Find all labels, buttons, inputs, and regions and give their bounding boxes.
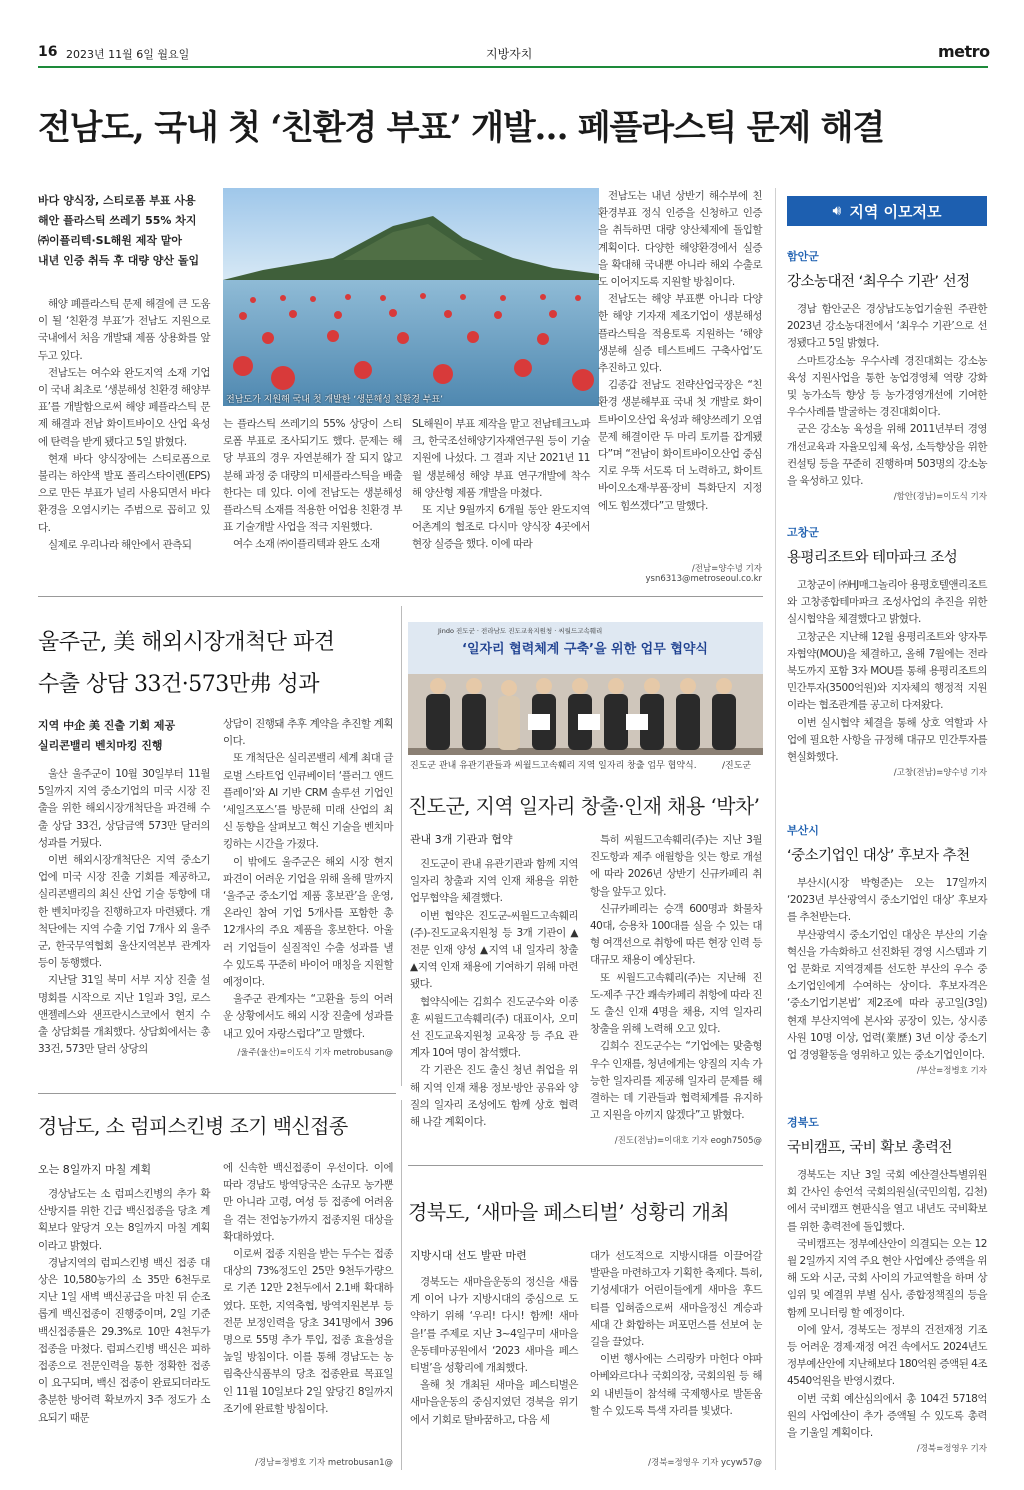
page-number: 16: [38, 44, 58, 60]
speaker-icon: 🔊︎: [832, 203, 842, 219]
paragraph: 또 개척단은 실리콘밸리 세계 최대 글로벌 스타트업 인큐베이터 ‘플러그 앤드 플레이’와 AI 기반 CRM 솔루션 기업인 ‘세일즈포스’를 방문해 미래 산업의 최신 동향을 살펴보고 혁신 기술을 벤치마킹하는 시간을 가졌다.: [223, 752, 393, 851]
paragraph: 부산시(시장 박형준)는 오는 17일까지 ‘2023년 부산광역시 중소기업인 대상’ 후보자를 추천받는다.: [787, 877, 987, 924]
jindo-col-1: [410, 856, 578, 1131]
item-body: [787, 1167, 987, 1442]
region-label: 함안군: [787, 250, 819, 263]
main-col-3: [412, 416, 590, 554]
item-title: 국비캠프, 국비 확보 총력전: [787, 1140, 953, 1156]
main-headline: 전남도, 국내 첫 ‘친환경 부표’ 개발… 페플라스틱 문제 해결: [38, 108, 884, 148]
paragraph: 여수 소재 ㈜이플리텍과 완도 소재: [233, 538, 380, 551]
section-name: 지방자치: [486, 47, 533, 61]
paragraph: 특히 씨월드고속훼리(주)는 지난 3월 진도항과 제주 애월항을 잇는 항로 개설에 따라 2026년 상반기 신규카페리 취항을 앞두고 있다.: [590, 834, 762, 898]
metro-logo: metro: [938, 42, 990, 61]
sidebar-item: [787, 1114, 987, 1454]
gyeongbuk-headline: 경북도, ‘새마을 페스티벌’ 성황리 개최: [408, 1200, 730, 1224]
item-body: [787, 577, 987, 766]
main-col-2: [223, 416, 402, 554]
jindo-subhead: 관내 3개 기관과 협약: [410, 833, 513, 846]
paragraph: 협약식에는 김희수 진도군수와 이종훈 씨월드고속훼리(주) 대표이사, 오미선 진도교육지원청 교육장 등 주요 관계자 10여 명이 참석했다.: [410, 995, 578, 1060]
ulju-headline-1: 울주군, 美 해외시장개척단 파견: [38, 630, 335, 655]
paragraph: 실제로 우리나라 해안에서 관측되: [48, 538, 192, 551]
paragraph: 경상남도는 소 럼피스킨병의 추가 확산방지를 위한 긴급 백신접종을 당초 계획보다 앞당겨 오는 8일까지 마칠 계획이라고 밝혔다.: [38, 1188, 210, 1252]
paragraph: 이번 협약은 진도군-씨월드고속훼리(주)-진도교육지원청 등 3개 기관이 ▲전문 인재 양성 ▲지역 내 일자리 창출 ▲지역 인재 채용에 기여하기 위해 마련됐다.: [410, 909, 578, 991]
ulju-subheads: [38, 716, 218, 756]
main-photo-caption: 전남도가 지원해 국내 첫 개발한 ‘생분해성 친환경 부표’: [226, 395, 444, 405]
paragraph: 이번 행사에는 스리랑카 마헌다 야파 아베와르다나 국회의장, 국회의원 등 해외 내빈들이 참석해 국제행사로 발돋움할 수 있도록 특색 자리를 빛냈다.: [590, 1353, 762, 1417]
sidebar-title-bar: [787, 196, 987, 226]
paragraph: 전남도는 해양 부표뿐 아니라 다양한 해양 기자재 제조기업이 생분해성 플라스틱을 적용토록 지원하는 ‘해양생분해 실증 테스트베드 구축사업’도 추진하고 있다.: [598, 293, 762, 375]
region-label: 고창군: [787, 526, 819, 539]
paragraph: 스마트강소농 우수사례 경진대회는 강소농 육성 지원사업을 통한 농업경영체 역량 강화 및 농가소득 향상 등 농가경영개선에 기여한 우수사례를 발굴하는 경진대회이다.: [787, 354, 987, 419]
paragraph: 대가 선도적으로 지방시대를 이끌어갈 발판을 마련하고자 기획한 축제다. 특히, 기성세대가 어린이들에게 새마을 후드티를 입혀줌으로써 새마을정신 계승과 세대 간 화합하는 퍼포먼스를 선보여 눈길을 끌었다.: [590, 1250, 762, 1349]
buoy-farm-photo: [223, 188, 599, 406]
jindo-banner-title-2: 을 위한 업무 협약식: [593, 642, 708, 657]
main-byline: /전남=양수녕 기자 ysn6313@metroseoul.co.kr: [645, 564, 762, 584]
sidebar-item: [787, 248, 987, 502]
gyeongbuk-subhead: 지방시대 선도 발판 마련: [410, 1249, 527, 1262]
paragraph: 올해 첫 개최된 새마을 페스티벌은 새마을운동의 중심지였던 경북을 위기에서 기회로 탈바꿈하고, 다음 세: [410, 1379, 578, 1426]
paragraph: 이에 앞서, 경북도는 정부의 건전재정 기조 등 어려운 경제·재정 여건 속에서도 2024년도 정부예산안에 지난해보다 180억원 증액된 4조 4540억원을 반영시켰다.: [787, 1323, 988, 1388]
paragraph: 이로써 접종 지원을 받는 두수는 접종대상의 73%정도인 25만 9천두가량으로 기존 12만 2천두에서 2.1배 확대하였다. 또한, 지역축협, 방역지원본부 등 전문 보정인력을 당초 341명에서 396명으로 55명 추가 투입, 접종 효율성을 높일 방침이다. 이를 통해 경남도는 농림축산식품부의 당초 접종완료 목표일인 11월 10일보다 2일 앞당긴 8일까지 조기에 완료할 방침이다.: [223, 1248, 393, 1415]
paragraph: 고창군이 ㈜HJ매그놀리아 용평호텔앤리조트와 고창종합테마파크 조성사업의 추진을 위한 실시협약을 체결했다고 밝혔다.: [787, 579, 987, 626]
item-byline: /경북=정영우 기자: [916, 1444, 987, 1455]
gyeongnam-subhead: 오는 8일까지 마칠 계획: [38, 1163, 152, 1176]
header-rule: [38, 66, 988, 68]
ulju-headline-2: 수출 상담 33건·573만弗 성과: [38, 672, 319, 697]
sidebar-divider: [775, 188, 776, 1470]
paragraph: 전남도는 내년 상반기 해수부에 친환경부표 정식 인증을 신청하고 인증을 취득하면 대량 양산체제에 돌입할 계획이다. 다양한 해양환경에서 실증을 확대해 국내뿐 아니라 해외 수출로도 이어지도록 지원할 방침이다.: [598, 190, 762, 289]
subhead-line: 지역 中企 美 진출 기회 제공: [38, 719, 176, 732]
issue-date: 2023년 11월 6일 월요일: [66, 48, 190, 61]
divider: [401, 606, 402, 1086]
paragraph: 신규카페리는 승객 600명과 화물차 40대, 승용차 100대를 실을 수 있는 대형 여객선으로 취항에 따른 현장 인력 등 대규모 채용이 예상된다.: [590, 902, 762, 967]
main-col-4: [598, 188, 762, 515]
item-body: [787, 301, 987, 490]
paragraph: 울주군 관계자는 “고환율 등의 어려운 상황에서도 해외 시장 진출에 성과를 내고 있어 자랑스럽다”고 말했다.: [223, 993, 393, 1040]
item-title: ‘중소기업인 대상’ 후보자 추천: [787, 848, 970, 864]
paragraph: 지난달 31일 북미 서부 지상 진출 설명회를 시작으로 지난 1일과 3일, 로스앤젤레스와 샌프란시스코에서 현지 수출 상담회를 개최했다. 상담회에서는 총 33건, 573만 달러 상당의: [38, 974, 210, 1056]
gyeongbuk-byline: /경북=정영우 기자 ycyw57@: [648, 1458, 762, 1468]
ulju-col-1: [38, 766, 210, 1058]
gyeongnam-col-2: [223, 1160, 393, 1418]
paragraph: 현재 바다 양식장에는 스티로폼으로 불리는 하얀색 발포 폴리스타이렌(EPS)으로 만든 부표가 널리 사용되면서 바다 환경을 오염시키는 주범으로 꼽히고 있다.: [38, 452, 210, 534]
paragraph: 해양 폐플라스틱 문제 해결에 큰 도움이 될 ‘친환경 부표’가 전남도 지원으로 국내에서 처음 개발돼 제품 상용화를 앞두고 있다.: [38, 298, 210, 362]
paragraph: 경북도는 새마을운동의 정신을 새롭게 이어 나가 지방시대의 중심으로 도약하기 위해 ‘우리! 다시! 함께! 새마을!’를 주제로 지난 3~4일구미 새마을운동테마공원에서 ‘2023 새마을 페스티벌’을 성황리에 개최했다.: [410, 1276, 578, 1375]
jindo-banner-title-1: ‘일자리 협력체계 구축’: [462, 642, 594, 657]
paragraph: 각 기관은 진도 출신 청년 취업을 위해 지역 인재 채용 정보·방안 공유와 양질의 일자리 조성에도 함께 상호 협력해 나갈 계획이다.: [410, 1064, 578, 1129]
paragraph: 경남 함안군은 경상남도농업기술원 주관한 2023년 강소농대전에서 ‘최우수 기관’으로 선정됐다고 5일 밝혔다.: [787, 303, 987, 350]
jindo-banner-logos: Jindo 진도군 · 전라남도 진도교육지원청 · 씨월드고속훼리: [438, 627, 603, 635]
item-title: 용평리조트와 테마파크 조성: [787, 550, 958, 566]
sidebar-title: 지역 이모저모: [849, 202, 942, 221]
sidebar-item: [787, 822, 987, 1076]
divider: [408, 1165, 763, 1166]
region-label: 부산시: [787, 824, 819, 837]
region-label: 경북도: [787, 1116, 819, 1129]
paragraph: 는 플라스틱 쓰레기의 55% 상당이 스티로폼 부표로 조사되기도 했다. 문제는 해당 부표의 경우 자연분해가 잘 되지 않고 분해 과정 중 대량의 미세플라스틱을 배출한다는 데 있다. 이에 전남도는 생분해성 플라스틱 소재를 적용한 어업용 친환경 부표 기술개발 사업을 적극 지원했다.: [223, 418, 402, 534]
main-col-1: [38, 296, 210, 554]
gyeongnam-headline: 경남도, 소 럼피스킨병 조기 백신접종: [38, 1114, 348, 1138]
paragraph: 경남지역의 럼피스킨병 백신 접종 대상은 10,580농가의 소 35만 6천두로 지난 1일 새벽 백신공급을 마친 뒤 순조롭게 백신접종이 진행중이며, 2일 기준 백신접종률은 29.3%로 10만 4천두가 접종을 마쳤다. 럼피스킨병 백신은 피하접종으로 전문인력을 통한 정확한 접종이 요구되며, 백신 접종이 완료되더라도 충분한 방어력 확보까지 3주 정도가 소요되기 때문: [38, 1256, 210, 1424]
ulju-col-2: [223, 716, 393, 1043]
paragraph: 또 지난 9월까지 6개월 동안 완도지역 어촌계의 협조로 다시마 양식장 4곳에서 현장 실증을 했다. 이에 따라: [412, 504, 590, 551]
jindo-banner-title: [420, 638, 750, 657]
paragraph: 진도군이 관내 유관기관과 함께 지역 일자리 창출과 지역 인재 채용을 위한 업무협약을 체결했다.: [410, 858, 578, 905]
paragraph: 경북도는 지난 3일 국회 예산결산특별위원회 간사인 송언석 국회의원실(국민의힘, 김천)에서 국비캠프 현판식을 열고 내년도 국비확보를 위한 총력전에 돌입했다.: [787, 1169, 987, 1233]
paragraph: 김희수 진도군수는 “기업에는 맞춤형 우수 인재를, 청년에게는 양질의 지속 가능한 일자리를 제공해 일자리 문제를 해결하는 데 기관들과 협력체계를 유지하고 지원을 아끼지 않겠다”고 밝혔다.: [590, 1040, 762, 1122]
paragraph: 울산 울주군이 10월 30일부터 11월 5일까지 지역 중소기업의 미국 시장 진출을 위한 해외시장개척단을 파견해 수출 상담 33건, 상담금액 573만 달러의 성과를 거뒀다.: [38, 768, 210, 849]
paragraph: 이번 해외시장개척단은 지역 중소기업에 미국 시장 진출 기회를 제공하고, 실리콘밸리의 최신 산업 기술 동향에 대한 벤치마킹을 진행하고자 마련됐다. 개척단에는 지역 수출 기업 7개사 외 울주군, 한국무역협회 울산지역본부 관계자 등이 동행했다.: [38, 854, 210, 970]
page-header: [0, 0, 1024, 60]
item-body: [787, 875, 987, 1064]
sidebar-item: [787, 524, 987, 778]
ulju-byline: /울주(울산)=이도식 기자 metrobusan@: [237, 1048, 393, 1058]
gyeongbuk-col-2: [590, 1248, 762, 1420]
gyeongbuk-col-1: [410, 1274, 578, 1429]
paragraph: 이번 국회 예산심의에서 총 104건 5718억원의 사업예산이 추가 증액될 수 있도록 총력을 기울일 계획이다.: [787, 1392, 987, 1440]
item-title: 강소농대전 ‘최우수 기관’ 선정: [787, 274, 970, 290]
divider: [38, 596, 763, 597]
item-byline: /함안(경남)=이도식 기자: [893, 492, 987, 503]
paragraph: 국비캠프는 정부예산안이 의결되는 오는 12월 2일까지 지역 주요 현안 사업예산 증액을 위해 도와 시군, 국회 사이의 가교역할을 하며 상임위 및 예결위 부별 심사, 종합정책질의 등을 함께 모니터링 할 예정이다.: [787, 1237, 987, 1319]
gyeongnam-col-1: [38, 1186, 210, 1427]
jindo-caption: 진도군 관내 유관기관들과 씨월드고속훼리 지역 일자리 창출 업무 협약식.: [410, 761, 697, 771]
subhead-line: ㈜이플리텍·SL해원 제작 맡아: [38, 234, 183, 247]
paragraph: 이 밖에도 울주군은 해외 시장 현지 파견이 어려운 기업을 위해 올해 말까지 ‘울주군 중소기업 제품 홍보관’을 운영, 온라인 참여 기업 5개사를 포함한 총 12개사의 주요 제품을 홍보한다. 아울러 기업들이 실질적인 수출 성과를 낼 수 있도록 꾸준히 바이어 매칭을 지원할 예정이다.: [223, 855, 393, 989]
subhead-line: 내년 인증 취득 후 대량 양산 돌입: [38, 254, 200, 267]
divider: [401, 1100, 402, 1470]
item-byline: /부산=정병호 기자: [916, 1066, 987, 1077]
divider: [38, 1093, 396, 1094]
paragraph: 부산광역시 중소기업인 대상은 부산의 기술혁신을 가속화하고 선진화된 경영 시스템과 기업 문화로 지역경제를 선도한 부산의 우수 중소기업인에게 수여하는 상이다. 후보자격은 ‘중소기업기본법’ 제2조에 따라 공고일(3일) 현재 부산지역에 본사와 공장이 있는, 상시종사원 10명 이상, 업력(業歷) 3년 이상 중소기업 경영활동을 영위하고 있는 중소기업인이다.: [787, 928, 987, 1062]
paragraph: SL해원이 부표 제작을 맡고 전남테크노파크, 한국조선해양기자재연구원 등이 기술 지원에 나섰다. 그 결과 지난 2021년 11월 생분해성 해양 부표 연구개발에 착수해 양산형 제품 개발을 마쳤다.: [412, 418, 590, 499]
paragraph: 전남도는 여수와 완도지역 소재 기업이 국내 최초로 ‘생분해성 친환경 해양부표’를 개발함으로써 해양 페플라스틱 문제 해결과 전남 화이트바이오 산업 육성에 탄력을 받게 됐다고 5일 밝혔다.: [38, 366, 210, 448]
main-photo: [223, 188, 599, 406]
paragraph: 고창군은 지난해 12월 용평리조트와 양자투자협약(MOU)을 체결하고, 올해 7월에는 전라북도까지 포함 3자 MOU를 통해 용평리조트의 민간투자(3500억원)와 지자체의 행정적 지원이라는 협조관계를 공고히 다져왔다.: [787, 630, 987, 712]
jindo-byline: /진도(전남)=이대호 기자 eogh7505@: [614, 1136, 762, 1146]
subhead-line: 실리콘밸리 벤치마킹 진행: [38, 739, 163, 752]
item-byline: /고창(전남)=양수녕 기자: [893, 768, 987, 779]
paragraph: 상담이 진행돼 추후 계약을 추진할 계획이다.: [223, 718, 393, 748]
subhead-line: 해안 플라스틱 쓰레기 55% 차지: [38, 214, 197, 227]
subhead-line: 바다 양식장, 스티로폼 부표 사용: [38, 194, 196, 207]
paragraph: 군은 강소농 육성을 위해 2011년부터 경영개선교육과 자율모임체 육성, 소득향상을 위한 컨설팅 등을 꾸준히 진행하며 503명의 강소농을 육성하고 있다.: [787, 423, 987, 488]
paragraph: 또 씨월드고속훼리(주)는 지난해 진도-제주 구간 쾌속카페리 취항에 따라 진도 출신 인재 4명을 채용, 지역 일자리 창출을 위해 노력해 오고 있다.: [590, 971, 762, 1036]
paragraph: 김종갑 전남도 전략산업국장은 “친환경 생분해부표 국내 첫 개발로 화이트바이오산업 육성과 해양쓰레기 오염 문제 해결이란 두 마리 토끼를 잡게됐다”며 “전남이 화이트바이오산업 중심지로 우뚝 서도록 더 노력하고, 화이트바이오소재·부품·장비 특화단지 지정에도 힘쓰겠다”고 말했다.: [598, 379, 762, 512]
paragraph: 이번 실시협약 체결을 통해 상호 역할과 사업에 필요한 사항을 규정해 대규모 민간투자를 현실화했다.: [787, 716, 987, 764]
paragraph: 에 신속한 백신접종이 우선이다. 이에 따라 경남도 방역당국은 소규모 농가뿐만 아니라 고령, 여성 등 접종에 어려움을 겪는 전업농가까지 접종지원 대상을 확대하였다.: [223, 1162, 393, 1243]
jindo-headline: 진도군, 지역 일자리 창출·인재 채용 ‘박차’: [408, 794, 760, 818]
jindo-col-2: [590, 832, 762, 1124]
gyeongnam-byline: /경남=정병호 기자 metrobusan1@: [255, 1458, 393, 1468]
jindo-photo-credit: /진도군: [722, 761, 752, 771]
main-subheads: [38, 191, 213, 271]
